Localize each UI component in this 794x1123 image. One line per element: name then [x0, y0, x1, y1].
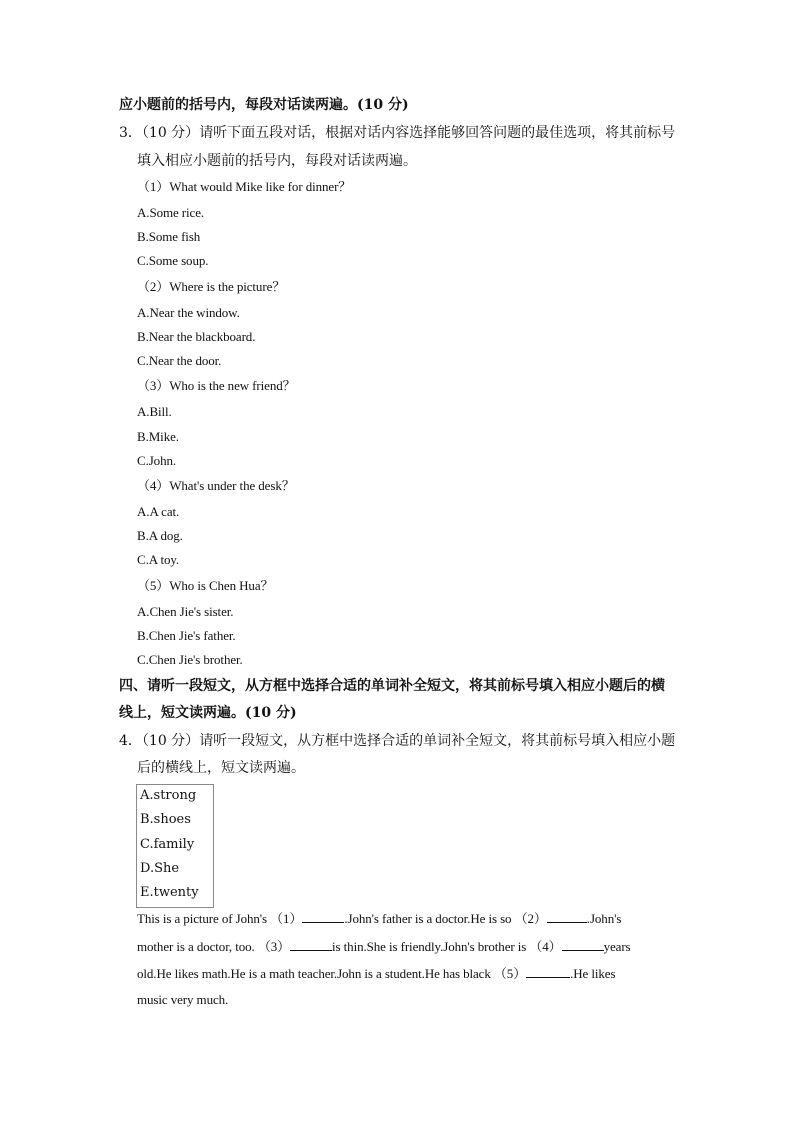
section4-title-line1: 四、请听一段短文，从方框中选择合适的单词补全短文，将其前标号填入相应小题后的横	[119, 678, 665, 694]
q3-score: （10 分）	[141, 125, 200, 141]
passage-line-4: music very much.	[137, 992, 229, 1007]
answer-blank-2[interactable]	[547, 910, 587, 923]
q3-instruction-text: 请听下面五段对话，根据对话内容选择能够回答问题的最佳选项，将其前标号	[199, 125, 676, 141]
passage-line-1: This is a picture of John's （1） .John's father is a doctor.He is so （2） .John's	[137, 911, 622, 926]
q3-number: 3．	[119, 125, 142, 141]
word-option-b: B.shoes	[140, 812, 191, 827]
q3-option-5b: B.Chen Jie's father.	[137, 628, 236, 643]
q4-instruction-line1	[119, 732, 675, 750]
answer-blank-5[interactable]	[526, 965, 570, 978]
q3-option-1a: A.Some rice.	[137, 205, 205, 220]
q3-question-1: （1）What would Mike like for dinner？	[137, 179, 352, 194]
q3-option-5a: A.Chen Jie's sister.	[137, 604, 234, 619]
section4-title-line2: 线上，短文读两遍。(10 分)	[119, 705, 297, 721]
q3-option-2c: C.Near the door.	[137, 353, 222, 368]
q3-instruction-line2: 填入相应小题前的括号内，每段对话读两遍。	[137, 153, 417, 169]
word-option-c: C.family	[140, 837, 195, 852]
section3-header-tail: 应小题前的括号内，每段对话读两遍。(10 分)	[119, 97, 409, 113]
q3-question-2: （2）Where is the picture？	[137, 279, 286, 294]
q3-instruction-line1	[119, 124, 675, 142]
q3-option-2b: B.Near the blackboard.	[137, 329, 256, 344]
passage-line-3: old.He likes math.He is a math teacher.John is a student.He has black （5） .He likes	[137, 966, 616, 981]
q3-question-5: （5）Who is Chen Hua？	[137, 578, 274, 593]
q3-option-3a: A.Bill.	[137, 404, 172, 419]
answer-blank-1[interactable]	[302, 910, 344, 923]
q4-instruction-text: 请听一段短文，从方框中选择合适的单词补全短文，将其前标号填入相应小题	[199, 733, 676, 749]
q3-option-1b: B.Some fish	[137, 229, 201, 244]
q4-number: 4．	[119, 733, 142, 749]
q3-option-3c: C.John.	[137, 453, 177, 468]
q3-question-3: （3）Who is the new friend？	[137, 378, 296, 393]
q4-instruction-line2: 后的横线上，短文读两遍。	[137, 760, 305, 776]
answer-blank-3[interactable]	[290, 938, 332, 951]
q3-option-4c: C.A toy.	[137, 552, 180, 567]
word-option-d: D.She	[140, 861, 180, 876]
q3-option-4b: B.A dog.	[137, 528, 183, 543]
q3-question-4: （4）What's under the desk？	[137, 478, 295, 493]
q3-option-5c: C.Chen Jie's brother.	[137, 652, 243, 667]
q3-option-3b: B.Mike.	[137, 429, 179, 444]
word-option-e: E.twenty	[140, 885, 199, 900]
q3-option-1c: C.Some soup.	[137, 253, 209, 268]
word-option-a: A.strong	[140, 788, 197, 803]
passage-line-2: mother is a doctor, too. （3） is thin.She is friendly.John's brother is （4） years	[137, 939, 631, 954]
q3-option-2a: A.Near the window.	[137, 305, 240, 320]
q4-score: （10 分）	[141, 733, 200, 749]
word-box	[136, 784, 214, 908]
answer-blank-4[interactable]	[562, 938, 604, 951]
q3-option-4a: A.A cat.	[137, 504, 180, 519]
